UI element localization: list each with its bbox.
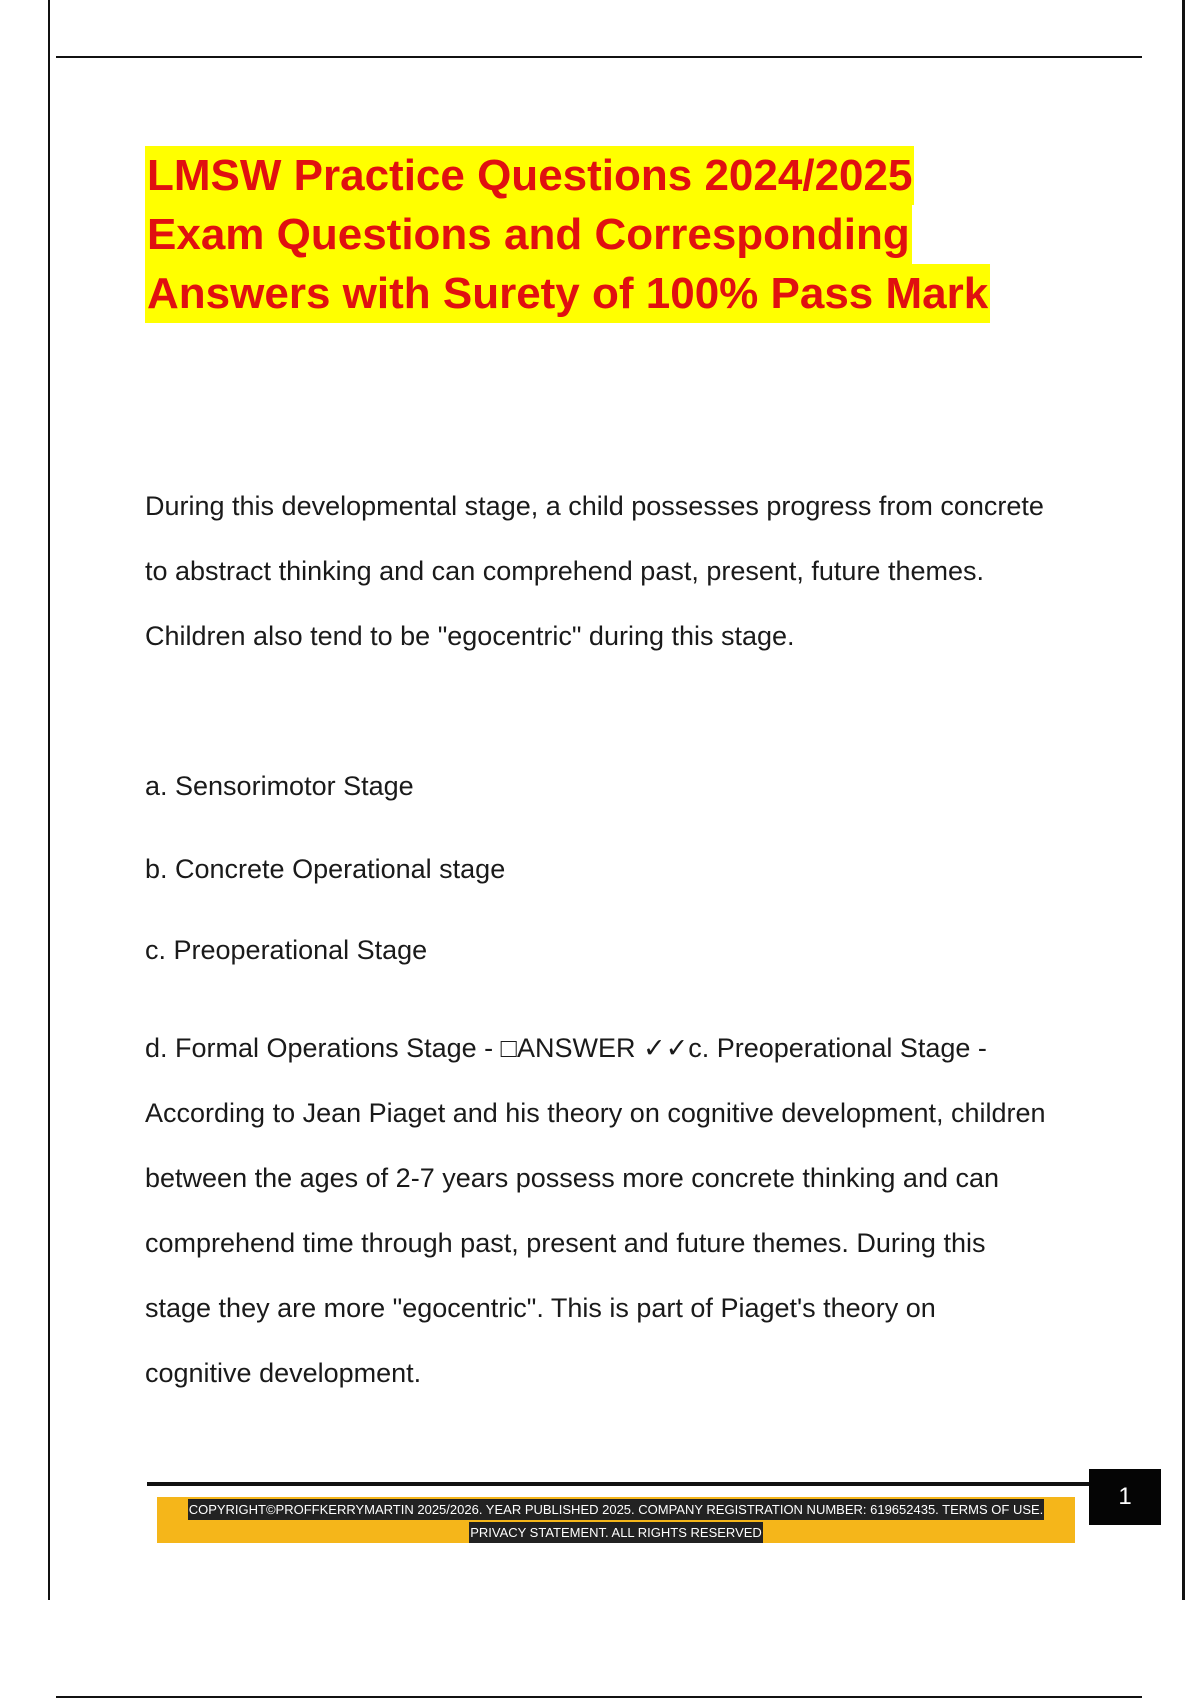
explanation-line: According to Jean Piaget and his theory on cognitive development, children — [145, 1098, 1046, 1128]
page-right-border — [1182, 0, 1185, 1600]
option-a: a. Sensorimotor Stage — [145, 771, 414, 801]
explanation-line: comprehend time through past, present and future themes. During this — [145, 1228, 986, 1258]
copyright-line: PRIVACY STATEMENT. ALL RIGHTS RESERVED — [469, 1522, 763, 1543]
copyright-footer — [157, 1497, 1075, 1543]
page-number: 1 — [1089, 1469, 1161, 1525]
title-line: LMSW Practice Questions 2024/2025 — [145, 146, 914, 205]
question-line: During this developmental stage, a child possesses progress from concrete — [145, 491, 1044, 521]
copyright-line: COPYRIGHT©PROFFKERRYMARTIN 2025/2026. YEAR PUBLISHED 2025. COMPANY REGISTRATION NUMBER: 619652435. TERMS OF USE. — [188, 1499, 1045, 1520]
question-line: to abstract thinking and can comprehend past, present, future themes. — [145, 556, 984, 586]
document-title — [145, 146, 1105, 323]
option-c: c. Preoperational Stage — [145, 935, 428, 965]
explanation-line: stage they are more "egocentric". This is part of Piaget's theory on — [145, 1293, 936, 1323]
footer-rule — [147, 1482, 1089, 1486]
question-line: Children also tend to be "egocentric" during this stage. — [145, 621, 795, 651]
answer-explanation — [145, 1016, 1105, 1406]
header-rule — [56, 56, 1142, 58]
next-page-rule — [56, 1696, 1142, 1698]
option-b: b. Concrete Operational stage — [145, 854, 506, 884]
question-text — [145, 474, 1105, 669]
title-line: Exam Questions and Corresponding — [145, 205, 912, 264]
title-line: Answers with Surety of 100% Pass Mark — [145, 264, 990, 323]
explanation-line: cognitive development. — [145, 1358, 422, 1388]
option-d-with-answer: d. Formal Operations Stage - □ANSWER ✓✓c. Preoperational Stage - — [145, 1033, 987, 1063]
page-left-border — [48, 0, 50, 1600]
explanation-line: between the ages of 2-7 years possess more concrete thinking and can — [145, 1163, 1000, 1193]
